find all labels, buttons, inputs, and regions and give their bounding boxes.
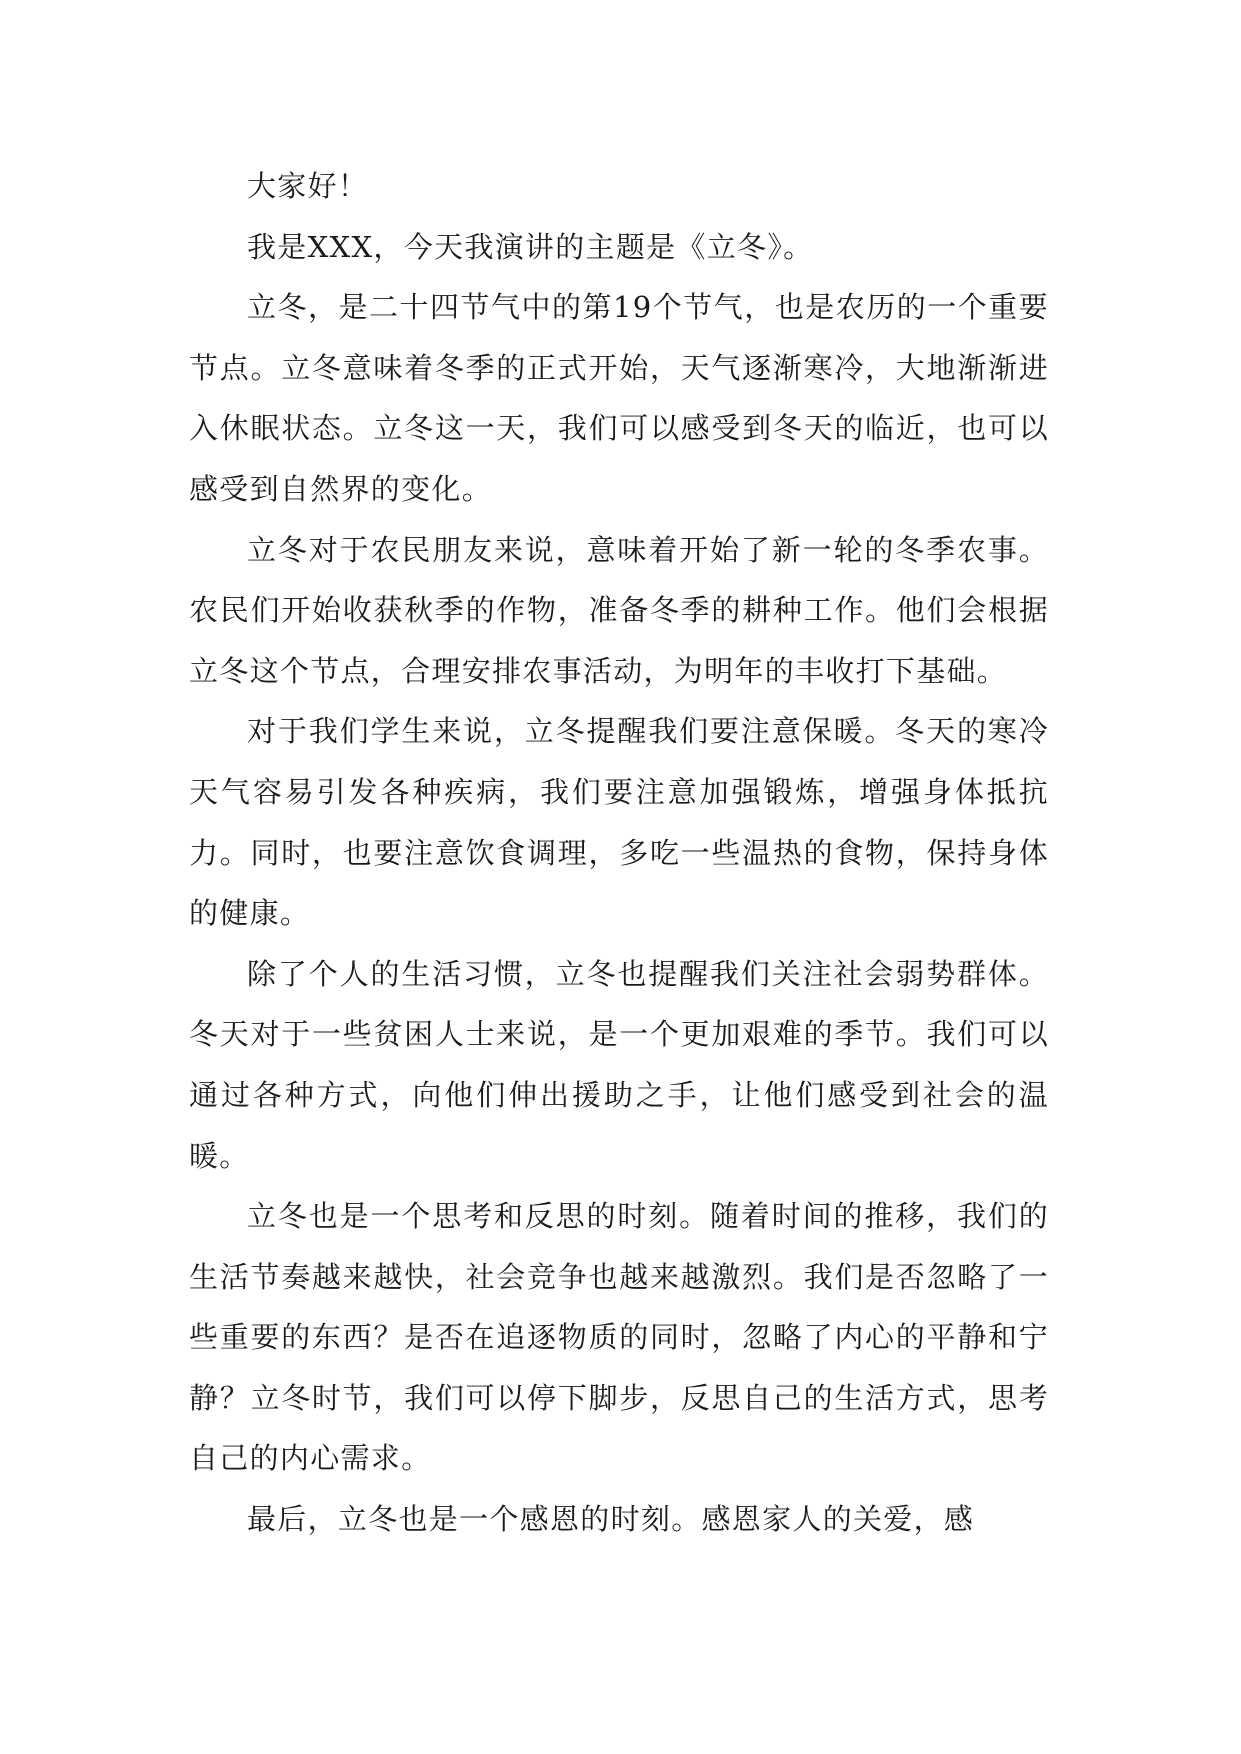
body-paragraph: 对于我们学生来说，立冬提醒我们要注意保暖。冬天的寒冷天气容易引发各种疾病，我们要注意加强锻炼，增强身体抵抗力。同时，也要注意饮食调理，多吃一些温热的食物，保持身体的健康。 (189, 714, 1049, 931)
closing-paragraph: 最后，立冬也是一个感恩的时刻。感恩家人的关爱，感 (247, 1502, 975, 1537)
body-paragraph: 立冬对于农民朋友来说，意味着开始了新一轮的冬季农事。农民们开始收获秋季的作物，准备冬季的耕种工作。他们会根据立冬这个节点，合理安排农事活动，为明年的丰收打下基础。 (189, 532, 1049, 688)
body-paragraph: 立冬也是一个思考和反思的时刻。随着时间的推移，我们的生活节奏越来越快，社会竞争也越来越激烈。我们是否忽略了一些重要的东西？是否在追逐物质的同时，忽略了内心的平静和宁静？立冬时节，我们可以停下脚步，反思自己的生活方式，思考自己的内心需求。 (189, 1199, 1049, 1476)
greeting-paragraph: 大家好！ (247, 169, 369, 203)
body-paragraph: 除了个人的生活习惯，立冬也提醒我们关注社会弱势群体。冬天对于一些贫困人士来说，是一个更加艰难的季节。我们可以通过各种方式，向他们伸出援助之手，让他们感受到社会的温暖。 (189, 956, 1049, 1173)
body-paragraph: 立冬，是二十四节气中的第19个节气，也是农历的一个重要节点。立冬意味着冬季的正式开始，天气逐渐寒冷，大地渐渐进入休眠状态。立冬这一天，我们可以感受到冬天的临近，也可以感受到自然界的变化。 (189, 290, 1049, 506)
introduction-paragraph: 我是XXX，今天我演讲的主题是《立冬》。 (247, 229, 814, 264)
document-body (189, 156, 1049, 1550)
